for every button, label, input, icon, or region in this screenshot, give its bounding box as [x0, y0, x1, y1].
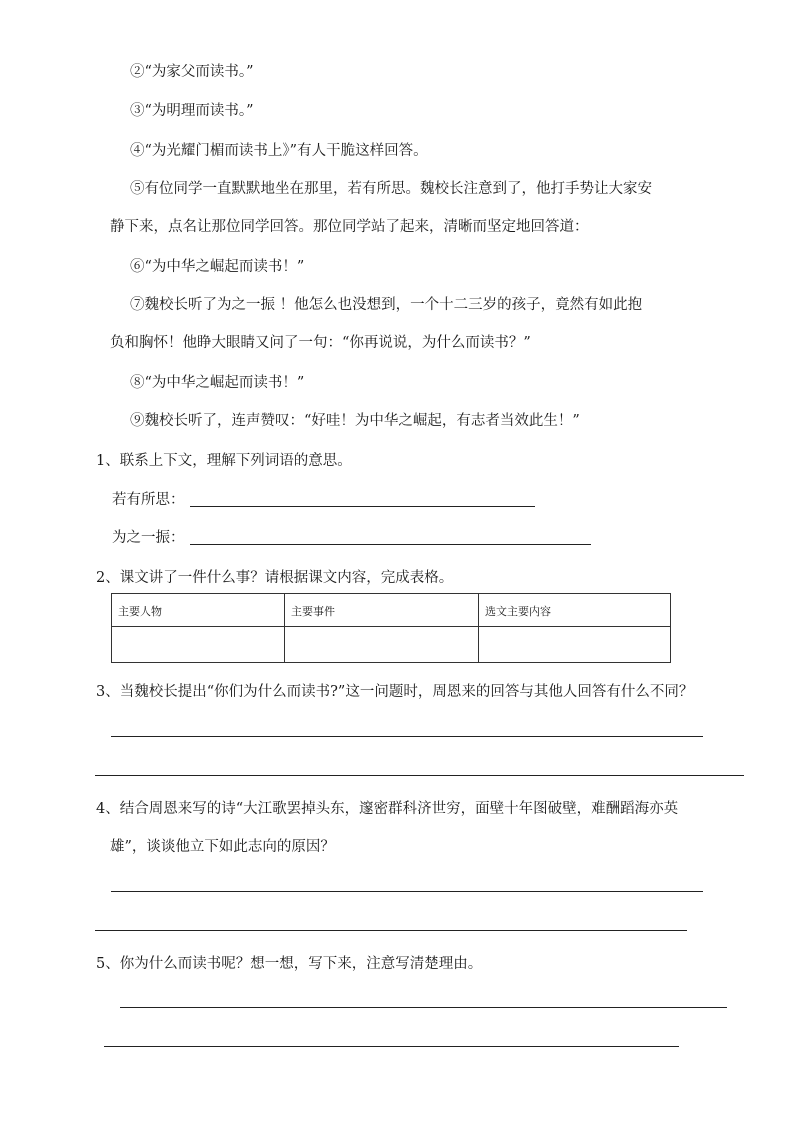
question-2-prompt: 2、课文讲了一件什么事？请根据课文内容，完成表格。	[96, 570, 454, 586]
question-2-table	[111, 593, 671, 663]
question-3-answer-line-1[interactable]	[111, 736, 703, 737]
question-1-item-2-label: 为之一振：	[112, 530, 185, 546]
question-2-table-header-row	[112, 594, 671, 627]
passage-paragraph-6: ⑥“为中华之崛起而读书！”	[130, 259, 305, 275]
passage-paragraph-7-line-1: ⑦魏校长听了为之一振 ！他怎么也没想到，一个十二三岁的孩子，竟然有如此抱	[130, 297, 643, 313]
question-4-answer-line-1[interactable]	[111, 891, 703, 892]
question-1-item-1-label: 若有所思：	[112, 492, 185, 508]
question-4-prompt-line-2: 雄”，谈谈他立下如此志向的原因？	[110, 839, 335, 855]
passage-paragraph-3: ③“为明理而读书。”	[130, 103, 254, 119]
table-cell-excerpt-summary-answer[interactable]	[479, 627, 671, 663]
question-4-answer-line-2[interactable]	[95, 930, 687, 931]
table-header-main-events: 主要事件	[285, 594, 479, 627]
question-5-prompt: 5、你为什么而读书呢？想一想，写下来，注意写清楚理由。	[96, 956, 483, 972]
question-1-item-2	[112, 528, 185, 548]
question-3-prompt: 3、当魏校长提出“你们为什么而读书?”这一问题时，周恩来的回答与其他人回答有什么不同？	[96, 684, 694, 700]
table-cell-main-events-answer[interactable]	[285, 627, 479, 663]
passage-paragraph-4: ④“为光耀门楣而读书上》”有人干脆这样回答。	[130, 143, 428, 159]
passage-paragraph-5-line-2: 静下来，点名让那位同学回答。那位同学站了起来，清晰而坚定地回答道：	[110, 219, 589, 235]
passage-paragraph-5-line-1: ⑤有位同学一直默默地坐在那里，若有所思。魏校长注意到了，他打手势让大家安	[130, 181, 652, 197]
question-3-answer-line-2[interactable]	[95, 775, 744, 776]
question-2-table-answer-row	[112, 627, 671, 663]
table-header-main-characters: 主要人物	[112, 594, 285, 627]
table-cell-main-characters-answer[interactable]	[112, 627, 285, 663]
question-5-answer-line-1[interactable]	[120, 1007, 727, 1008]
question-1-item-1	[112, 490, 185, 510]
question-4-prompt-line-1: 4、结合周恩来写的诗“大江歌罢掉头东，邃密群科济世穷，面壁十年图破壁，难酬蹈海亦英	[96, 801, 679, 817]
passage-paragraph-2: ②“为家父而读书。”	[130, 64, 254, 80]
table-header-excerpt-summary: 选文主要内容	[479, 594, 671, 627]
question-1-item-1-answer-line[interactable]	[190, 506, 535, 507]
passage-paragraph-9: ⑨魏校长听了，连声赞叹：“好哇！为中华之崛起，有志者当效此生！”	[130, 413, 580, 429]
question-1-prompt: 1、联系上下文，理解下列词语的意思。	[96, 453, 352, 469]
question-1-item-2-answer-line[interactable]	[190, 544, 591, 545]
passage-paragraph-8: ⑧“为中华之崛起而读书！”	[130, 375, 305, 391]
question-5-answer-line-2[interactable]	[104, 1046, 679, 1047]
passage-paragraph-7-line-2: 负和胸怀！他睁大眼睛又问了一句：“你再说说，为什么而读书？”	[110, 335, 531, 351]
